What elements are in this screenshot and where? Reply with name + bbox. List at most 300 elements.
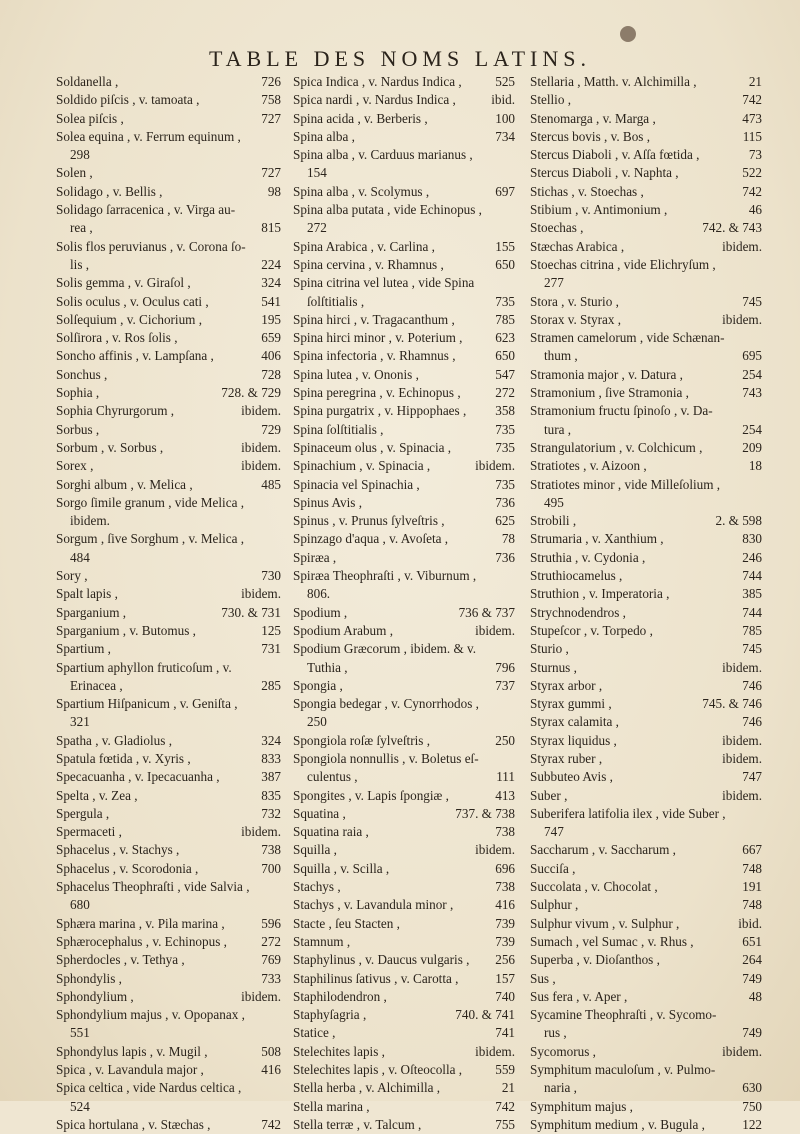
index-entry	[56, 659, 281, 677]
entry-page: 744	[742, 604, 762, 620]
entry-term: Spartium Hiſpanicum , v. Geniſta ,	[56, 696, 238, 712]
entry-page: 522	[742, 165, 762, 181]
entry-page: 734	[495, 128, 515, 144]
entry-page: 750	[742, 1098, 762, 1114]
index-entry	[293, 640, 515, 658]
entry-term: Sturnus ,	[530, 659, 577, 675]
index-entry	[56, 183, 281, 201]
entry-term: Spina citrina vel lutea , vide Spina	[293, 275, 475, 291]
entry-term: Sorbum , v. Sorbus ,	[56, 439, 164, 455]
index-entry	[293, 1061, 515, 1079]
index-entry	[293, 366, 515, 384]
index-entry	[293, 878, 515, 896]
index-entry	[293, 988, 515, 1006]
entry-term: Stæchas Arabica ,	[530, 238, 625, 254]
index-entry	[530, 659, 762, 677]
entry-term: Spatula fœtida , v. Xyris ,	[56, 750, 191, 766]
index-entry	[56, 677, 281, 695]
entry-term: Stora , v. Sturio ,	[530, 293, 619, 309]
entry-term: Stramonia major , v. Datura ,	[530, 366, 683, 382]
index-entry	[530, 713, 762, 731]
entry-page: ibidem.	[722, 659, 762, 675]
entry-term: Spica nardi , v. Nardus Indica ,	[293, 92, 456, 108]
entry-page: 667	[742, 842, 762, 858]
entry-term: Solidago ſarracenica , v. Virga au-	[56, 202, 236, 218]
entry-term: Tuthia ,	[307, 659, 348, 675]
entry-page: 748	[742, 897, 762, 913]
entry-page: 735	[495, 293, 515, 309]
index-entry	[56, 329, 281, 347]
entry-page: 155	[495, 238, 515, 254]
index-entry	[56, 585, 281, 603]
entry-page: 732	[261, 805, 281, 821]
index-entry	[530, 439, 762, 457]
entry-term: Sycamine Theophraſti , v. Sycomo-	[530, 1007, 717, 1023]
entry-term: Symphitum majus ,	[530, 1098, 633, 1114]
entry-page: 740. & 741	[455, 1007, 515, 1023]
index-column-2	[293, 73, 515, 1134]
index-entry	[530, 146, 762, 164]
index-entry	[293, 421, 515, 439]
index-entry	[530, 878, 762, 896]
index-entry	[530, 1043, 762, 1061]
entry-page: 728. & 729	[221, 385, 281, 401]
index-entry	[530, 256, 762, 274]
entry-term: Spongites , v. Lapis ſpongiæ ,	[293, 787, 449, 803]
entry-term: Spina purgatrix , v. Hippophaes ,	[293, 403, 467, 419]
index-entry	[56, 146, 281, 164]
entry-term: tura ,	[544, 421, 572, 437]
index-entry	[530, 1006, 762, 1024]
index-entry	[293, 915, 515, 933]
index-entry	[56, 1116, 281, 1134]
entry-page: 48	[748, 988, 762, 1004]
entry-term: Sophia ,	[56, 385, 100, 401]
entry-term: Squatina raia ,	[293, 824, 369, 840]
index-entry	[56, 750, 281, 768]
entry-page: 358	[495, 403, 515, 419]
index-entry	[530, 823, 762, 841]
index-entry	[56, 274, 281, 292]
index-entry	[293, 274, 515, 292]
entry-term: Sycomorus ,	[530, 1043, 596, 1059]
entry-term: Solis flos peruvianus , v. Corona ſo-	[56, 238, 246, 254]
entry-page: 547	[495, 366, 515, 382]
entry-term: Stercus Diaboli , v. Aſſa fœtida ,	[530, 147, 700, 163]
entry-page: 696	[495, 860, 515, 876]
index-entry	[56, 1024, 281, 1042]
entry-term: Stella terræ , v. Talcum ,	[293, 1116, 422, 1132]
entry-page: 742	[742, 183, 762, 199]
entry-term: Specacuanha , v. Ipecacuanha ,	[56, 769, 220, 785]
index-entry	[56, 1098, 281, 1116]
index-entry	[56, 841, 281, 859]
index-entry	[56, 457, 281, 475]
entry-term: Succolata , v. Chocolat ,	[530, 879, 658, 895]
index-entry	[293, 164, 515, 182]
entry-term: Solen ,	[56, 165, 93, 181]
entry-page: ibidem.	[722, 750, 762, 766]
entry-page: 100	[495, 110, 515, 126]
entry-page: 739	[495, 915, 515, 931]
index-entry	[530, 750, 762, 768]
entry-page: 731	[261, 641, 281, 657]
index-entry	[56, 713, 281, 731]
entry-term: 524	[70, 1098, 90, 1114]
index-entry	[56, 311, 281, 329]
index-entry	[293, 1116, 515, 1134]
entry-page: ibidem.	[241, 586, 281, 602]
entry-term: Spergula ,	[56, 805, 110, 821]
entry-page: 735	[495, 421, 515, 437]
index-entry	[530, 841, 762, 859]
index-entry	[293, 512, 515, 530]
index-entry	[56, 951, 281, 969]
entry-term: Spina ſolſtitialis ,	[293, 421, 384, 437]
entry-page: 111	[496, 769, 515, 785]
entry-term: 298	[70, 147, 90, 163]
index-entry	[56, 805, 281, 823]
index-entry	[530, 549, 762, 567]
index-entry	[530, 970, 762, 988]
index-entry	[293, 823, 515, 841]
index-entry	[293, 768, 515, 786]
page-title: TABLE DES NOMS LATINS.	[208, 46, 592, 71]
index-entry	[56, 823, 281, 841]
entry-page: 485	[261, 476, 281, 492]
entry-page: 746	[742, 677, 762, 693]
entry-page: ibidem.	[241, 458, 281, 474]
entry-page: 749	[742, 1025, 762, 1041]
entry-term: Soldido piſcis , v. tamoata ,	[56, 92, 200, 108]
entry-page: 748	[742, 860, 762, 876]
entry-page: 738	[495, 824, 515, 840]
entry-term: 250	[307, 714, 327, 730]
entry-page: 416	[261, 1062, 281, 1078]
index-entry	[530, 311, 762, 329]
index-entry	[56, 622, 281, 640]
index-entry	[56, 768, 281, 786]
entry-term: Struthia , v. Cydonia ,	[530, 549, 646, 565]
entry-term: Styrax ruber ,	[530, 750, 603, 766]
entry-term: Stachys , v. Lavandula minor ,	[293, 897, 454, 913]
index-entry	[293, 713, 515, 731]
entry-page: 98	[267, 183, 281, 199]
index-entry	[293, 347, 515, 365]
entry-term: Solidago , v. Bellis ,	[56, 183, 163, 199]
entry-term: Strychnodendros ,	[530, 604, 626, 620]
entry-term: Solea equina , v. Ferrum equinum ,	[56, 128, 241, 144]
entry-term: Sumach , vel Sumac , v. Rhus ,	[530, 933, 694, 949]
entry-term: Styrax calamita ,	[530, 714, 619, 730]
index-entry	[56, 1061, 281, 1079]
entry-term: Squilla , v. Scilla ,	[293, 860, 390, 876]
index-entry	[56, 347, 281, 365]
entry-term: Sphondylium majus , v. Opopanax ,	[56, 1007, 245, 1023]
entry-term: Stellaria , Matth. v. Alchimilla ,	[530, 74, 697, 89]
index-entry	[56, 640, 281, 658]
ink-blot	[620, 26, 636, 42]
entry-term: Suber ,	[530, 787, 568, 803]
entry-page: 385	[742, 586, 762, 602]
index-entry	[56, 933, 281, 951]
entry-term: Stoechas citrina , vide Elichryſum ,	[530, 256, 716, 272]
index-entry	[530, 604, 762, 622]
entry-term: Sory ,	[56, 568, 88, 584]
entry-page: ibidem.	[241, 403, 281, 419]
entry-term: Stella marina ,	[293, 1098, 370, 1114]
entry-page: 157	[495, 970, 515, 986]
entry-term: Stercus bovis , v. Bos ,	[530, 128, 651, 144]
entry-term: 154	[307, 165, 327, 181]
index-entry	[530, 457, 762, 475]
index-entry	[293, 238, 515, 256]
entry-term: Spiræa Theophraſti , v. Viburnum ,	[293, 568, 477, 584]
entry-page: ibidem.	[241, 824, 281, 840]
entry-page: 285	[261, 677, 281, 693]
index-entry	[293, 1043, 515, 1061]
index-entry	[293, 439, 515, 457]
index-entry	[530, 201, 762, 219]
index-entry	[56, 860, 281, 878]
entry-term: Spinaceum olus , v. Spinacia ,	[293, 439, 452, 455]
index-entry	[56, 384, 281, 402]
entry-term: Sparganium ,	[56, 604, 127, 620]
entry-term: Spherdocles , v. Tethya ,	[56, 952, 185, 968]
index-entry	[293, 1024, 515, 1042]
index-entry	[530, 183, 762, 201]
index-entry	[56, 494, 281, 512]
index-entry	[530, 494, 762, 512]
index-entry	[56, 604, 281, 622]
entry-page: 742	[742, 92, 762, 108]
entry-page: 413	[495, 787, 515, 803]
entry-term: Solis gemma , v. Giraſol ,	[56, 275, 191, 291]
index-column-1	[56, 73, 281, 1134]
index-entry	[530, 1061, 762, 1079]
entry-page: 630	[742, 1080, 762, 1096]
entry-term: Sus ,	[530, 970, 556, 986]
index-entry	[530, 988, 762, 1006]
entry-term: 484	[70, 549, 90, 565]
index-entry	[530, 860, 762, 878]
entry-page: 508	[261, 1043, 281, 1059]
entry-term: Spartium aphyllon fruticoſum , v.	[56, 659, 232, 675]
entry-page: 735	[495, 476, 515, 492]
entry-term: Suberifera latifolia ilex , vide Suber ,	[530, 805, 726, 821]
index-entry	[56, 293, 281, 311]
index-entry	[530, 1116, 762, 1134]
index-entry	[56, 201, 281, 219]
index-entry	[56, 988, 281, 1006]
entry-term: Spongiola nonnullis , v. Boletus eſ-	[293, 750, 479, 766]
entry-term: Spelta , v. Zea ,	[56, 787, 138, 803]
index-entry	[293, 293, 515, 311]
entry-page: 650	[495, 256, 515, 272]
entry-page: 650	[495, 348, 515, 364]
entry-page: 78	[501, 531, 515, 547]
entry-term: 680	[70, 897, 90, 913]
entry-term: Sparganium , v. Butomus ,	[56, 622, 196, 638]
entry-term: Subbuteo Avis ,	[530, 769, 613, 785]
entry-term: Spinus , v. Prunus ſylveſtris ,	[293, 513, 445, 529]
index-entry	[293, 201, 515, 219]
entry-term: Symphitum medium , v. Bugula ,	[530, 1116, 705, 1132]
index-entry	[530, 512, 762, 530]
index-entry	[293, 183, 515, 201]
entry-page: 749	[742, 970, 762, 986]
index-entry	[293, 1079, 515, 1097]
entry-term: Spina hirci , v. Tragacanthum ,	[293, 311, 455, 327]
index-entry	[56, 1079, 281, 1097]
entry-page: ibidem.	[475, 842, 515, 858]
index-entry	[293, 841, 515, 859]
entry-term: 272	[307, 220, 327, 236]
entry-term: Spodium Arabum ,	[293, 622, 394, 638]
index-entry	[293, 110, 515, 128]
index-entry	[56, 73, 281, 91]
entry-page: 833	[261, 750, 281, 766]
entry-page: 736	[495, 549, 515, 565]
entry-page: ibidem.	[722, 787, 762, 803]
entry-page: ibidem.	[475, 458, 515, 474]
entry-page: 815	[261, 220, 281, 236]
entry-page: 695	[742, 348, 762, 364]
entry-term: Stibium , v. Antimonium ,	[530, 202, 668, 218]
entry-page: 406	[261, 348, 281, 364]
entry-term: Solſequium , v. Cichorium ,	[56, 311, 203, 327]
entry-term: Stamnum ,	[293, 933, 351, 949]
entry-term: Spica Indica , v. Nardus Indica ,	[293, 74, 462, 89]
entry-page: 254	[742, 421, 762, 437]
index-entry	[530, 896, 762, 914]
entry-term: Struthiocamelus ,	[530, 568, 623, 584]
index-entry	[530, 768, 762, 786]
entry-page: 736	[495, 494, 515, 510]
index-entry	[530, 585, 762, 603]
index-entry	[56, 476, 281, 494]
entry-page: 541	[261, 293, 281, 309]
index-entry	[293, 457, 515, 475]
index-entry	[530, 476, 762, 494]
index-entry	[293, 128, 515, 146]
index-entry	[293, 311, 515, 329]
index-entry	[293, 73, 515, 91]
index-entry	[56, 256, 281, 274]
index-entry	[56, 787, 281, 805]
entry-term: Strobili ,	[530, 513, 577, 529]
entry-page: 758	[261, 92, 281, 108]
entry-page: 742	[495, 1098, 515, 1114]
entry-term: Stichas , v. Stoechas ,	[530, 183, 644, 199]
entry-page: 747	[742, 769, 762, 785]
entry-term: Stramen camelorum , vide Schænan-	[530, 330, 725, 346]
entry-term: Erinacea ,	[70, 677, 123, 693]
entry-term: culentus ,	[307, 769, 358, 785]
index-entry	[56, 732, 281, 750]
index-entry	[293, 585, 515, 603]
entry-page: ibid.	[491, 92, 515, 108]
entry-term: Sphondylis ,	[56, 970, 122, 986]
index-entry	[530, 293, 762, 311]
index-entry	[530, 384, 762, 402]
entry-term: Solea piſcis ,	[56, 110, 124, 126]
index-entry	[530, 366, 762, 384]
entry-term: Spica , v. Lavandula major ,	[56, 1062, 204, 1078]
index-entry	[293, 494, 515, 512]
entry-page: ibidem.	[241, 439, 281, 455]
entry-page: 796	[495, 659, 515, 675]
entry-page: 195	[261, 311, 281, 327]
entry-page: 473	[742, 110, 762, 126]
index-entry	[293, 530, 515, 548]
entry-page: 2. & 598	[715, 513, 762, 529]
index-entry	[293, 951, 515, 969]
index-entry	[293, 384, 515, 402]
index-entry	[293, 1006, 515, 1024]
entry-term: Sphacelus , v. Scorodonia ,	[56, 860, 199, 876]
entry-page: 745	[742, 641, 762, 657]
entry-term: Spongiola roſæ ſylveſtris ,	[293, 732, 431, 748]
entry-term: Spina hirci minor , v. Poterium ,	[293, 330, 463, 346]
entry-term: Spinacia vel Spinachia ,	[293, 476, 420, 492]
entry-term: Spina acida , v. Berberis ,	[293, 110, 428, 126]
entry-page: 250	[495, 732, 515, 748]
entry-page: 596	[261, 915, 281, 931]
entry-term: Sphacelus , v. Stachys ,	[56, 842, 180, 858]
index-entry	[56, 915, 281, 933]
index-entry	[530, 347, 762, 365]
index-entry	[56, 219, 281, 237]
entry-term: Stoechas ,	[530, 220, 584, 236]
index-entry	[56, 896, 281, 914]
entry-term: Stenomarga , v. Marga ,	[530, 110, 656, 126]
entry-page: 745. & 746	[702, 696, 762, 712]
index-entry	[56, 238, 281, 256]
entry-term: Spongia ,	[293, 677, 343, 693]
entry-term: Squilla ,	[293, 842, 337, 858]
index-entry	[530, 1024, 762, 1042]
entry-term: rus ,	[544, 1025, 567, 1041]
entry-term: Sulphur vivum , v. Sulphur ,	[530, 915, 680, 931]
entry-page: 730	[261, 568, 281, 584]
index-entry	[293, 1098, 515, 1116]
entry-page: 525	[495, 74, 515, 89]
entry-page: 651	[742, 933, 762, 949]
index-entry	[56, 402, 281, 420]
entry-term: Soldanella ,	[56, 74, 119, 89]
entry-page: 746	[742, 714, 762, 730]
index-entry	[530, 73, 762, 91]
index-entry	[530, 695, 762, 713]
index-entry	[530, 110, 762, 128]
index-entry	[56, 1043, 281, 1061]
entry-term: Storax v. Styrax ,	[530, 311, 622, 327]
index-entry	[530, 567, 762, 585]
entry-term: Spodium ,	[293, 604, 348, 620]
entry-term: Spina alba ,	[293, 128, 355, 144]
entry-page: 739	[495, 933, 515, 949]
entry-term: ſolſtitialis ,	[307, 293, 365, 309]
index-entry	[530, 164, 762, 182]
entry-page: 726	[261, 74, 281, 89]
entry-term: Sphondylus lapis , v. Mugil ,	[56, 1043, 208, 1059]
entry-page: 623	[495, 330, 515, 346]
index-entry	[56, 549, 281, 567]
entry-term: Sus fera , v. Aper ,	[530, 988, 628, 1004]
entry-term: Spica hortulana , v. Stæchas ,	[56, 1116, 211, 1132]
entry-page: 18	[748, 458, 762, 474]
